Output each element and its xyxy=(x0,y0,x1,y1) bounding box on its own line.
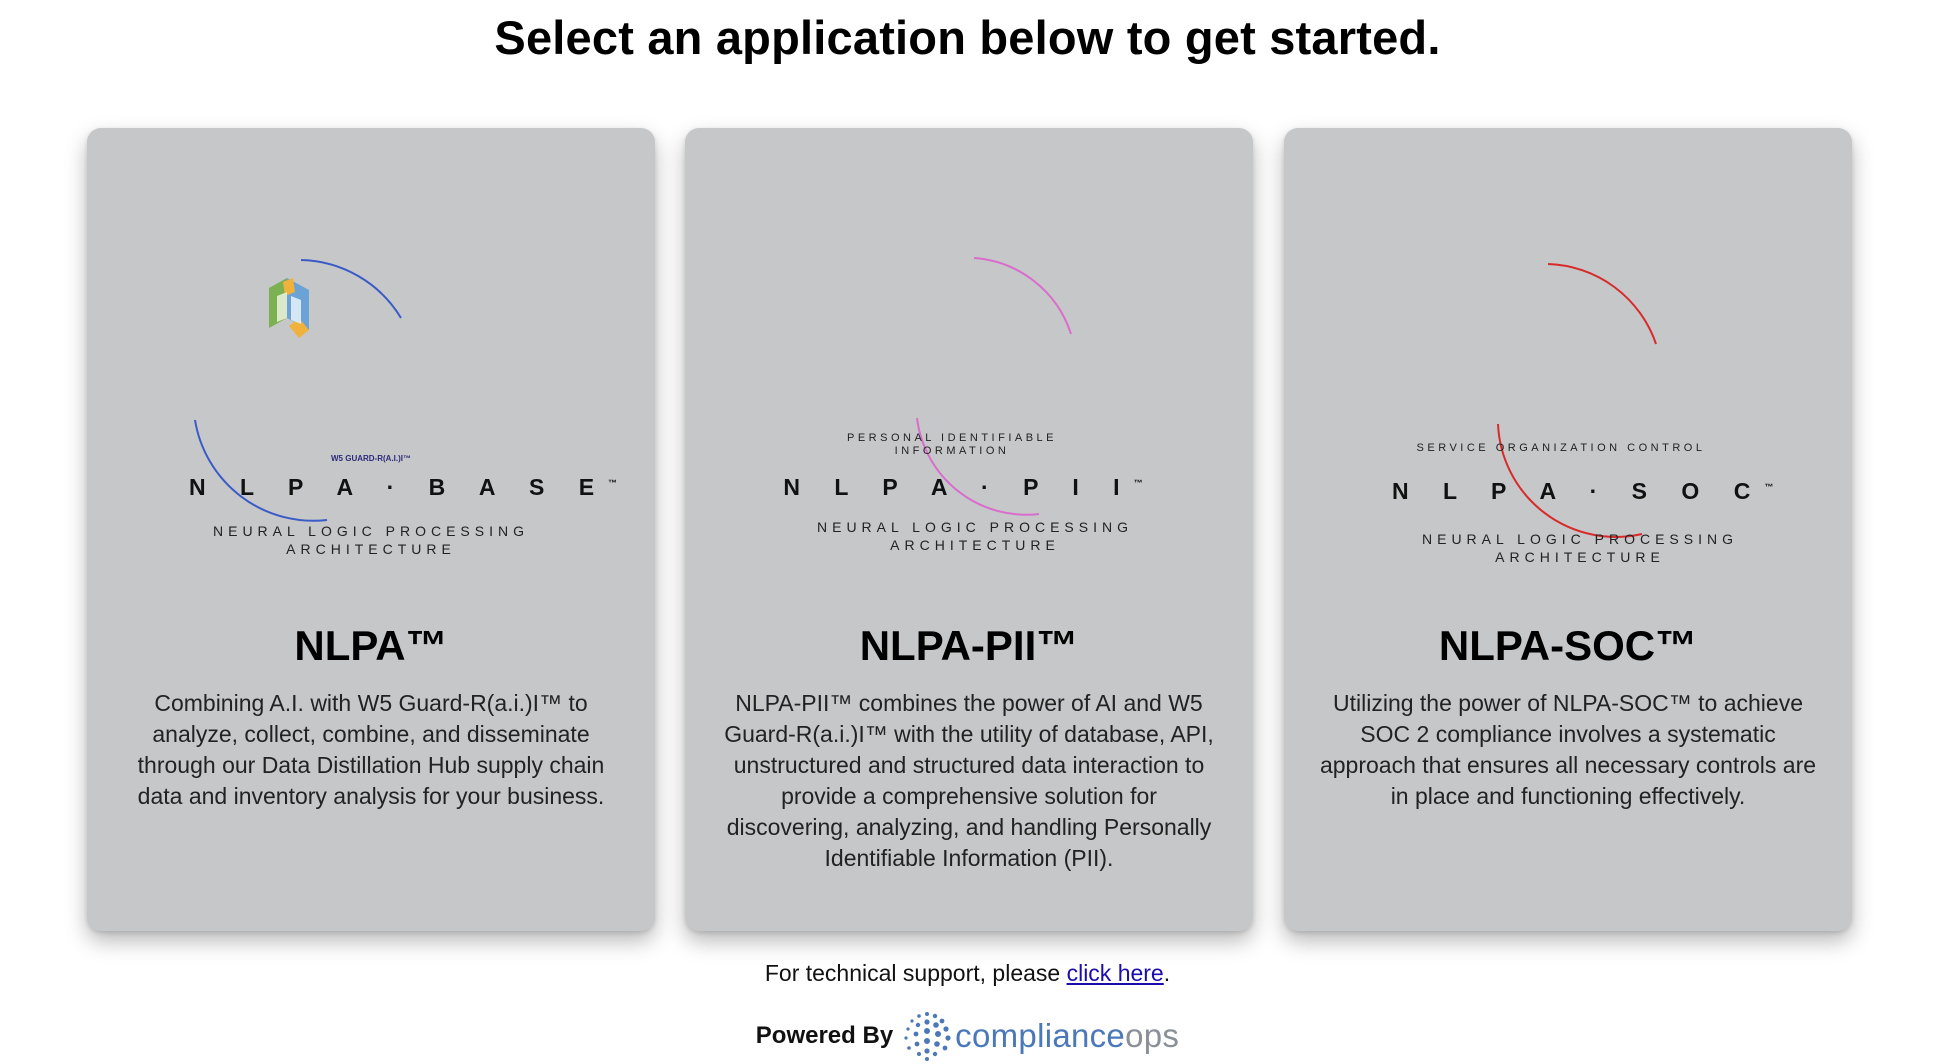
brand-secondary: ops xyxy=(1125,1017,1180,1054)
application-cards xyxy=(87,128,1852,931)
powered-by-footer xyxy=(0,1010,1935,1062)
complianceops-logo xyxy=(899,1008,1179,1064)
card-title: NLPA™ xyxy=(294,622,448,669)
card-description: NLPA-PII™ combines the power of AI and W5 Guard-R(a.i.)I™ with the utility of database, API, unstructured and structured data interaction to provide a comprehensive solution for discovering, analyzing, and handling Personally Identifiable Information (PII). xyxy=(724,690,1214,871)
app-card-nlpa[interactable] xyxy=(87,128,655,931)
logo-tagline: NEURAL LOGIC PROCESSING ARCHITECTURE xyxy=(1422,531,1738,565)
technical-support-text xyxy=(0,960,1935,987)
logo-brand-text xyxy=(781,474,1145,501)
logo-subtitle: PERSONAL IDENTIFIABLE INFORMATION xyxy=(846,432,1058,457)
nlpa-soc-logo xyxy=(1386,238,1774,565)
page-heading: Select an application below to get started. xyxy=(494,11,1441,64)
card-title: NLPA-PII™ xyxy=(859,622,1079,669)
logo-brand-tm: ™ xyxy=(1133,478,1143,488)
support-prefix: For technical support, please xyxy=(764,960,1067,986)
w5-guard-badge: W5 GUARD-R(A.I.)I™ xyxy=(331,454,411,463)
logo-brand-name: N L P A · P I I xyxy=(783,474,1134,500)
card-title: NLPA-SOC™ xyxy=(1438,622,1698,669)
logo-brand-tm: ™ xyxy=(1764,482,1774,492)
card-description: Combining A.I. with W5 Guard-R(a.i.)I™ to analyze, collect, combine, and disseminate through our Data Distillation Hub supply chain data and inventory analysis for your business. xyxy=(137,690,605,809)
logo-brand-tm: ™ xyxy=(608,478,618,488)
support-link[interactable]: click here xyxy=(1066,960,1164,986)
logo-brand-name: N L P A · S O C xyxy=(1392,478,1765,504)
complianceops-wordmark xyxy=(955,1017,1179,1055)
nlpa-pii-logo xyxy=(783,238,1151,553)
app-card-nlpa-pii[interactable] xyxy=(685,128,1253,931)
app-card-nlpa-soc[interactable] xyxy=(1284,128,1852,931)
logo-brand-name: N L P A · B A S E xyxy=(189,474,609,500)
card-description: Utilizing the power of NLPA-SOC™ to achieve SOC 2 compliance involves a systematic approach that ensures all necessary controls are in place and functioning effectively. xyxy=(1319,690,1817,809)
brand-primary: compliance xyxy=(955,1017,1126,1054)
powered-by-label: Powered By xyxy=(755,1022,894,1049)
dotted-globe-icon xyxy=(899,1008,955,1064)
nlpa-base-logo xyxy=(189,238,618,557)
support-suffix: . xyxy=(1163,960,1171,986)
cube-icon xyxy=(269,278,309,338)
logo-tagline: NEURAL LOGIC PROCESSING ARCHITECTURE xyxy=(213,523,529,557)
logo-subtitle: SERVICE ORGANIZATION CONTROL xyxy=(1416,442,1706,454)
logo-brand-text xyxy=(1392,478,1774,505)
logo-brand-text xyxy=(189,474,618,501)
logo-tagline: NEURAL LOGIC PROCESSING ARCHITECTURE xyxy=(817,519,1133,553)
